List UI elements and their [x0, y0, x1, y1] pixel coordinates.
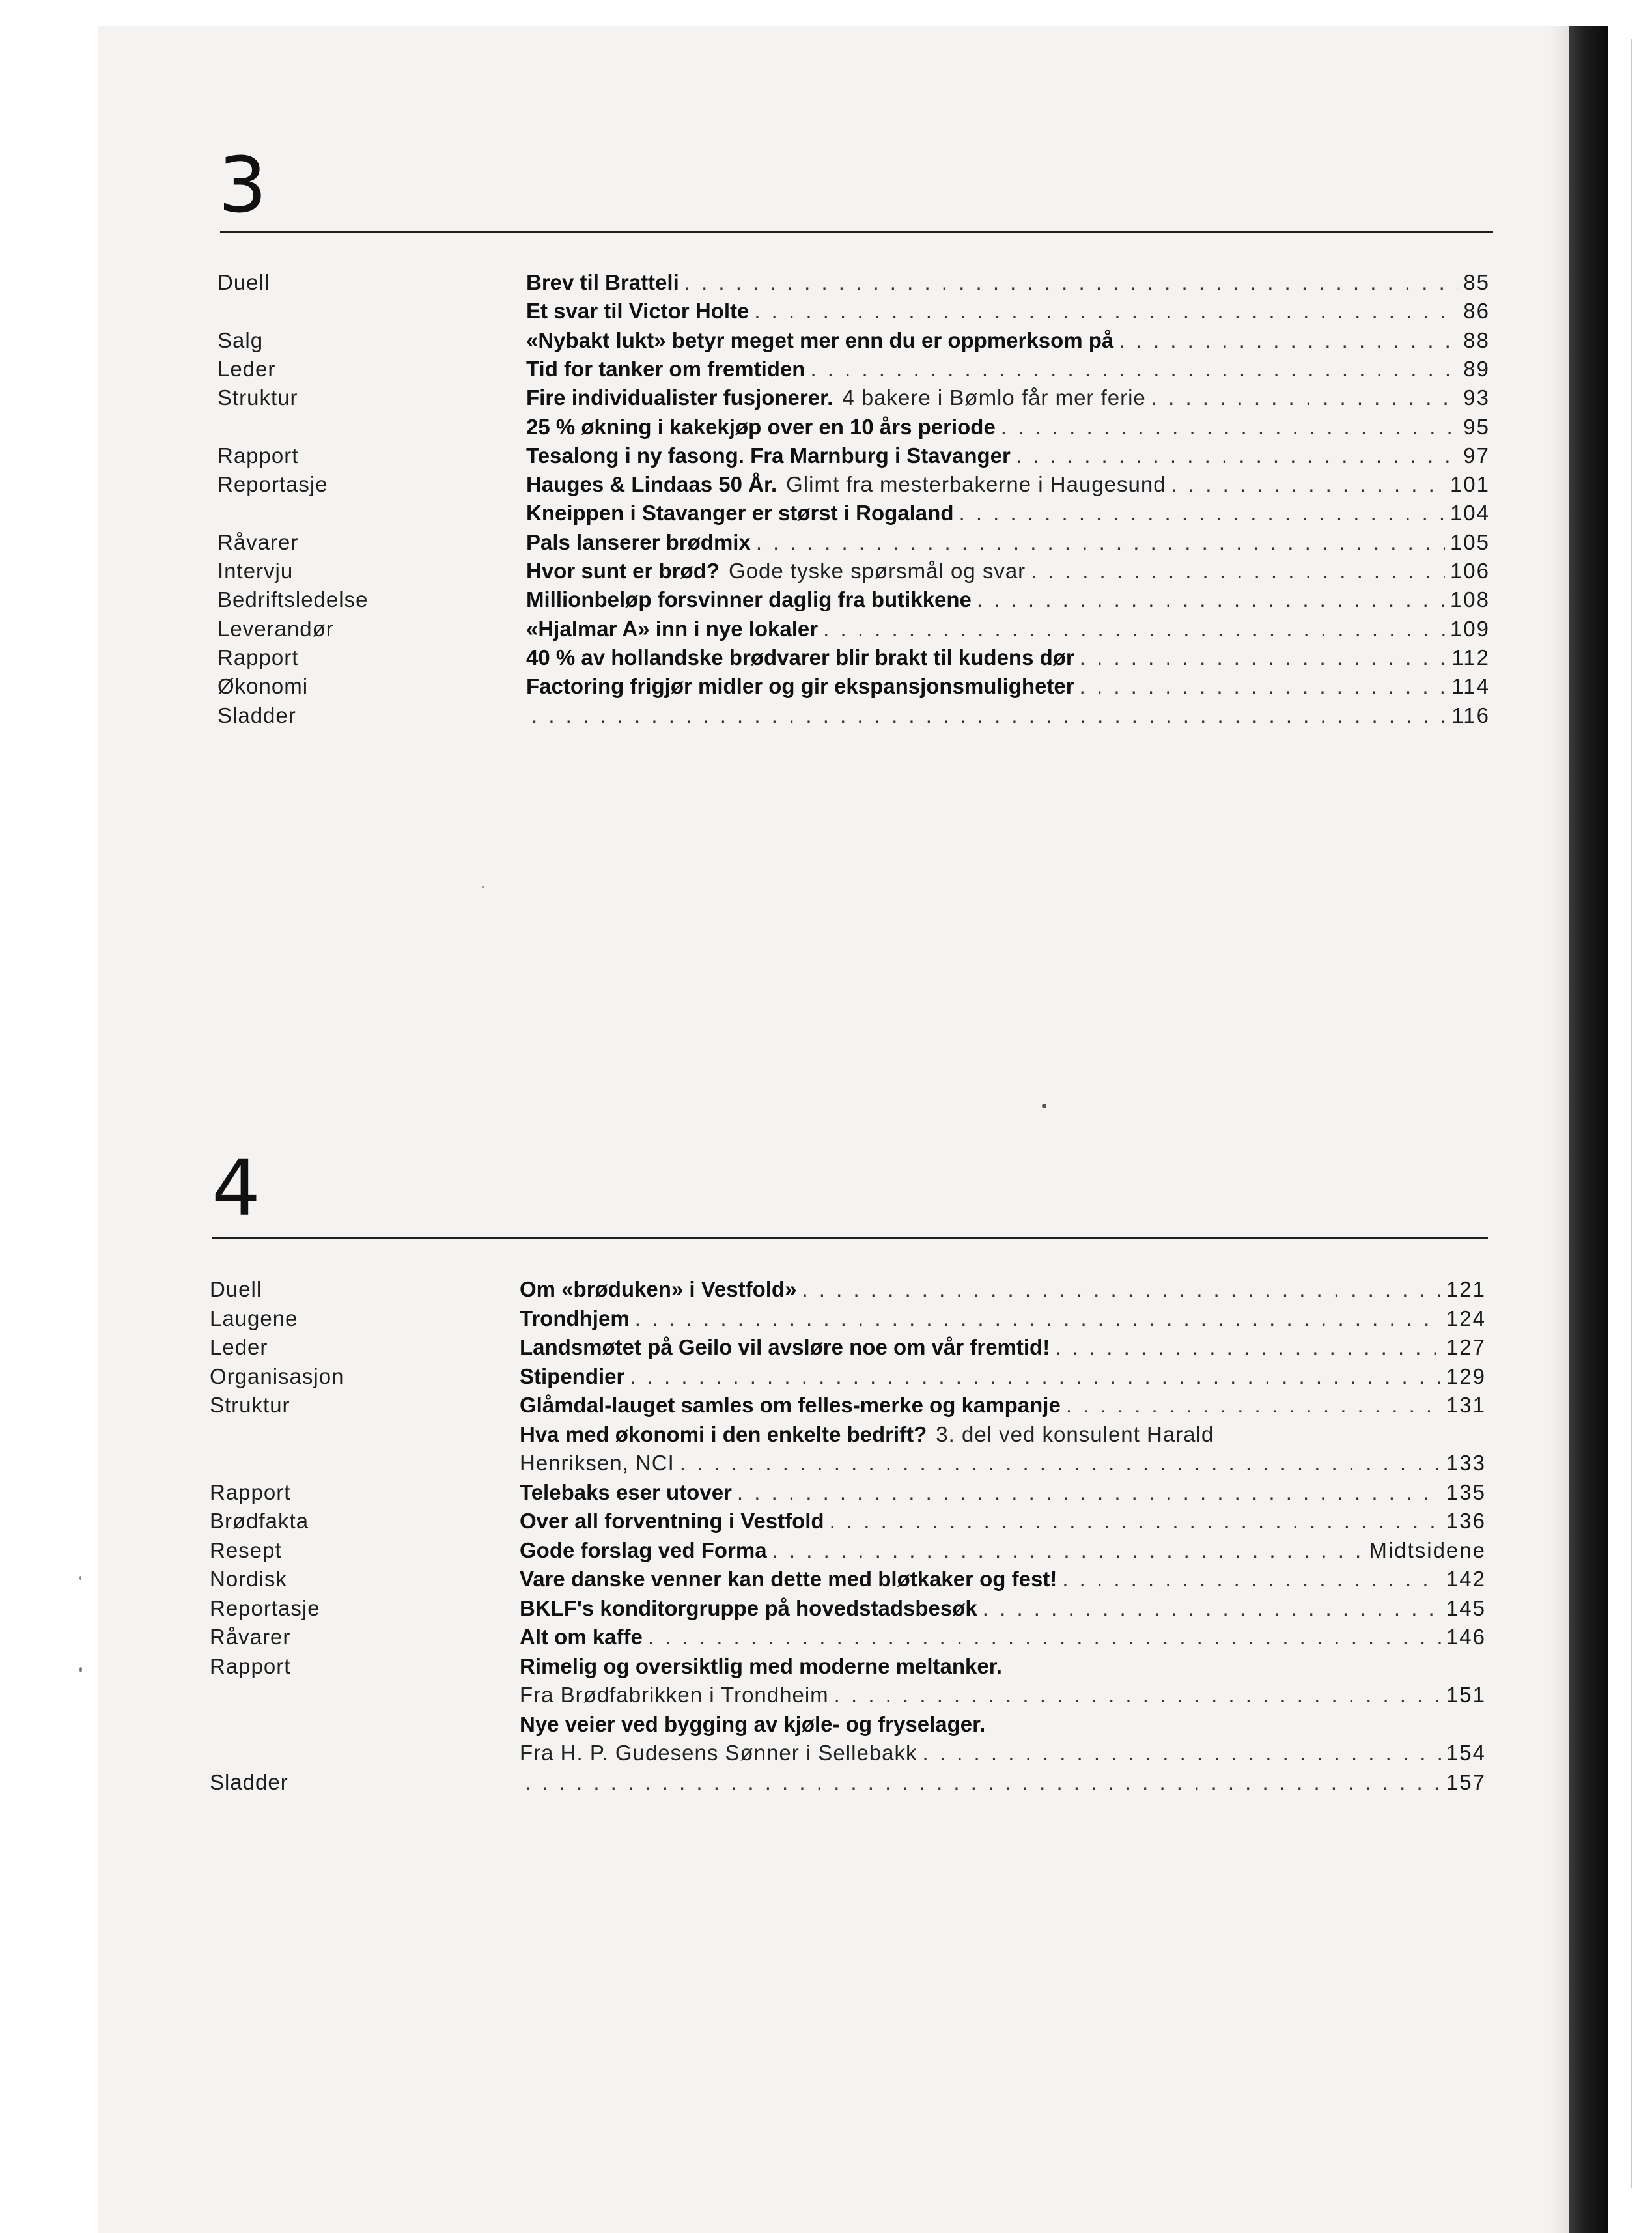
dot-leader [1066, 1391, 1441, 1420]
toc-title: Over all forventning i Vestfold [520, 1509, 824, 1533]
toc-entry [520, 1768, 1486, 1797]
toc-entry [526, 268, 1490, 297]
toc-entry [526, 672, 1490, 701]
toc-category: Salg [217, 328, 264, 352]
toc-entry [526, 384, 1490, 412]
toc-entry [520, 1623, 1486, 1651]
toc-entry [520, 1565, 1486, 1594]
toc-title: Tesalong i ny fasong. Fra Marnburg i Stavanger [526, 443, 1011, 468]
page-edge [1631, 39, 1632, 2188]
toc-title: Hvor sunt er brød? [526, 559, 720, 583]
toc-title: Fire individualister fusjonerer. [526, 386, 833, 410]
toc-page-number: 114 [1451, 674, 1490, 699]
toc-page-number: 133 [1446, 1451, 1486, 1475]
toc-entry [520, 1333, 1486, 1362]
toc-entry [526, 470, 1490, 499]
toc-title: BKLF's konditorgruppe på hovedstadsbesøk [520, 1595, 977, 1620]
toc-title: Landsmøtet på Geilo vil avsløre noe om vår fremtid! [520, 1335, 1050, 1359]
toc-title: Hauges & Lindaas 50 År. [526, 472, 777, 497]
toc-entry [520, 1710, 1486, 1739]
toc-entry [520, 1304, 1486, 1333]
section-rule [212, 1237, 1488, 1239]
toc-entry [520, 1681, 1486, 1709]
toc-title: Et svar til Victor Holte [526, 299, 749, 324]
toc-title: Alt om kaffe [520, 1625, 643, 1649]
toc-page-number: 106 [1449, 559, 1490, 583]
toc-page-number: 146 [1446, 1625, 1486, 1649]
toc-category: Bedriftsledelse [217, 587, 369, 612]
toc-entry [520, 1275, 1486, 1304]
toc-page-number: 88 [1463, 328, 1490, 352]
section-number: 3 [218, 140, 268, 230]
toc-entry [526, 585, 1490, 614]
toc-category: Laugene [210, 1306, 298, 1330]
toc-page-number: 151 [1446, 1683, 1486, 1707]
dot-leader [754, 297, 1458, 326]
toc-category: Rapport [217, 443, 299, 468]
toc-category: Duell [210, 1277, 262, 1301]
toc-subtitle: Fra H. P. Gudesens Sønner i Sellebakk [520, 1741, 917, 1765]
dot-leader [648, 1623, 1441, 1651]
toc-category: Økonomi [217, 674, 309, 699]
dot-leader [1080, 643, 1447, 672]
toc-category: Leder [217, 356, 276, 381]
binding-shadow [1550, 26, 1569, 2233]
toc-category: Leder [210, 1335, 268, 1359]
toc-entry [520, 1449, 1486, 1478]
dot-leader [1171, 470, 1445, 499]
dot-leader [1016, 442, 1458, 470]
toc-entry [520, 1536, 1486, 1565]
toc-entry [526, 499, 1490, 527]
scan-speck [79, 1576, 81, 1580]
toc-entry [520, 1391, 1486, 1420]
toc-entry [526, 557, 1490, 585]
toc-entry [520, 1420, 1486, 1449]
toc-title: Kneippen i Stavanger er størst i Rogaland [526, 501, 954, 526]
toc-page-number: 104 [1449, 501, 1490, 526]
toc-entry [526, 326, 1490, 355]
toc-page-number: 93 [1463, 386, 1490, 410]
toc-category: Brødfakta [210, 1509, 309, 1533]
toc-page-number: 86 [1463, 299, 1490, 324]
dot-leader [1031, 557, 1445, 585]
section-number: 4 [212, 1143, 261, 1233]
dot-leader [923, 1739, 1441, 1767]
toc-page-number: 136 [1446, 1509, 1486, 1533]
toc-title: Gode forslag ved Forma [520, 1538, 767, 1562]
toc-page-number: 85 [1463, 270, 1490, 294]
toc-title: Tid for tanker om fremtiden [526, 356, 805, 381]
toc-subtitle: Henriksen, NCI [520, 1451, 675, 1475]
toc-title: Om «brøduken» i Vestfold» [520, 1277, 797, 1301]
toc-category: Struktur [217, 386, 298, 410]
toc-page-number: 109 [1449, 616, 1490, 641]
toc-page-number: 95 [1463, 414, 1490, 439]
toc-page-number: 108 [1449, 587, 1490, 612]
toc-entry [526, 701, 1490, 730]
toc-entry [520, 1739, 1486, 1767]
toc-page-number: 101 [1449, 472, 1490, 497]
dot-leader [830, 1507, 1441, 1536]
toc-page-number: 116 [1451, 703, 1490, 727]
toc-subtitle: Fra Brødfabrikken i Trondheim [520, 1683, 829, 1707]
toc-page-number: 157 [1446, 1769, 1486, 1794]
toc-title: Stipendier [520, 1364, 625, 1388]
toc-page-number: 131 [1446, 1393, 1486, 1417]
toc-page-number: 154 [1446, 1741, 1486, 1765]
toc-category: Sladder [217, 703, 296, 727]
toc-title: Nye veier ved bygging av kjøle- og fryselager. [520, 1711, 986, 1736]
dot-leader [684, 268, 1459, 297]
dot-leader [1001, 413, 1458, 442]
book-spine [1569, 26, 1608, 2233]
toc-page-number: 105 [1449, 529, 1490, 554]
toc-page-number: 145 [1446, 1595, 1486, 1620]
toc-page-number: 121 [1446, 1277, 1486, 1301]
toc-title: 40 % av hollandske brødvarer blir brakt til kudens dør [526, 645, 1074, 669]
dot-leader [1119, 326, 1458, 355]
toc-category: Intervju [217, 559, 294, 583]
toc-subtitle: Gode tyske spørsmål og svar [729, 559, 1026, 583]
dot-leader [680, 1449, 1441, 1478]
dot-leader [983, 1594, 1441, 1623]
toc-category: Rapport [210, 1480, 291, 1504]
toc-page-number: 124 [1446, 1306, 1486, 1330]
toc-category: Rapport [217, 645, 299, 669]
toc-page-number: Midtsidene [1369, 1538, 1486, 1562]
toc-subtitle: 4 bakere i Bømlo får mer ferie [842, 386, 1146, 410]
toc-entry [526, 355, 1490, 384]
toc-title: Factoring frigjør midler og gir ekspansjonsmuligheter [526, 674, 1074, 699]
toc-page-number: 112 [1451, 645, 1490, 669]
toc-page-number: 97 [1463, 443, 1490, 468]
toc-title: Vare danske venner kan dette med bløtkaker og fest! [520, 1567, 1057, 1591]
dot-leader [802, 1275, 1440, 1304]
toc-title: Glåmdal-lauget samles om felles-merke og kampanje [520, 1393, 1061, 1417]
toc-entry [520, 1507, 1486, 1536]
toc-page-number: 135 [1446, 1480, 1486, 1504]
toc-category: Organisasjon [210, 1364, 344, 1388]
scan-speck [79, 1667, 82, 1672]
toc-entry [520, 1478, 1486, 1507]
toc-title: «Hjalmar A» inn i nye lokaler [526, 616, 819, 641]
dot-leader [756, 528, 1445, 557]
toc-entry [526, 615, 1490, 643]
toc-category: Leverandør [217, 616, 334, 641]
toc-entry [520, 1362, 1486, 1391]
dot-leader [630, 1362, 1441, 1391]
toc-title: Trondhjem [520, 1306, 630, 1330]
toc-category: Reportasje [210, 1595, 320, 1620]
toc-title: «Nybakt lukt» betyr meget mer enn du er oppmerksom på [526, 328, 1114, 352]
toc-entry [526, 643, 1490, 672]
toc-title: Pals lanserer brødmix [526, 529, 751, 554]
toc-category: Råvarer [210, 1625, 291, 1649]
toc-title: Telebaks eser utover [520, 1480, 732, 1504]
toc-page-number: 129 [1446, 1364, 1486, 1388]
dot-leader [834, 1681, 1441, 1709]
dot-leader [635, 1304, 1441, 1333]
dot-leader [977, 585, 1445, 614]
toc-category: Råvarer [217, 529, 299, 554]
toc-subtitle: 3. del ved konsulent Harald [936, 1422, 1214, 1446]
toc-entry [526, 442, 1490, 470]
dot-leader [810, 355, 1458, 384]
dot-leader [531, 701, 1446, 730]
dot-leader [1151, 384, 1458, 412]
dot-leader [1055, 1333, 1441, 1362]
section-rule [220, 231, 1493, 233]
dot-leader [823, 615, 1445, 643]
toc-title: Hva med økonomi i den enkelte bedrift? [520, 1422, 927, 1446]
toc-category: Reportasje [217, 472, 328, 497]
dot-leader [737, 1478, 1441, 1507]
dot-leader [959, 499, 1444, 527]
toc-category: Resept [210, 1538, 282, 1562]
toc-page-number: 127 [1446, 1335, 1486, 1359]
toc-title: 25 % økning i kakekjøp over en 10 års periode [526, 414, 996, 439]
toc-category: Nordisk [210, 1567, 287, 1591]
toc-entry [520, 1652, 1486, 1681]
dot-leader [525, 1768, 1441, 1797]
toc-title: Brev til Bratteli [526, 270, 679, 294]
toc-entry [526, 297, 1490, 326]
toc-entry [526, 413, 1490, 442]
dot-leader [1062, 1565, 1441, 1594]
toc-entry [526, 528, 1490, 557]
toc-category: Duell [217, 270, 270, 294]
toc-entry [520, 1594, 1486, 1623]
dot-leader [1080, 672, 1447, 701]
scan-speck [482, 886, 484, 888]
toc-category: Sladder [210, 1769, 288, 1794]
scan-speck [1042, 1104, 1046, 1108]
dot-leader [772, 1536, 1364, 1565]
toc-category: Struktur [210, 1393, 290, 1417]
toc-title: Millionbeløp forsvinner daglig fra butikkene [526, 587, 972, 612]
toc-category: Rapport [210, 1653, 291, 1678]
toc-title: Rimelig og oversiktlig med moderne meltanker. [520, 1653, 1002, 1678]
toc-page-number: 89 [1463, 356, 1490, 381]
toc-page-number: 142 [1446, 1567, 1486, 1591]
toc-subtitle: Glimt fra mesterbakerne i Haugesund [786, 472, 1166, 497]
